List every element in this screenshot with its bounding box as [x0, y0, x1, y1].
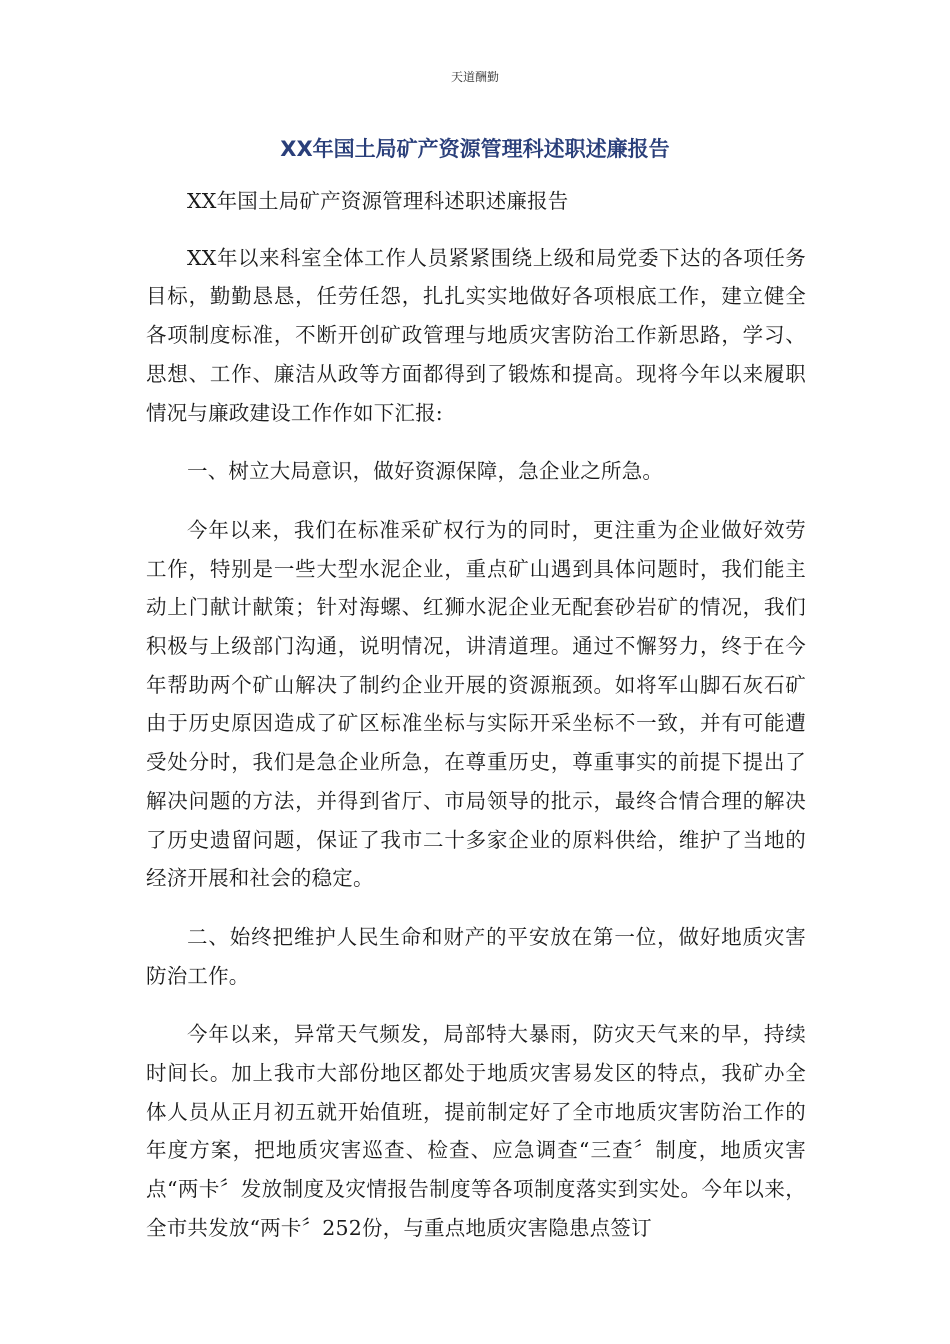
page-header: 天道酬勤	[450, 70, 499, 84]
paragraph-section-2: 今年以来，异常天气频发，局部特大暴雨，防灾天气来的早，持续时间长。加上我市大部份地区都处于地质灾害易发区的特点，我矿办全体人员从正月初五就开始值班，提前制定好了全市地质灾害防治工作的年度方案，把地质灾害巡查、检查、应急调查“三查〞制度，地质灾害点“两卡〞发放制度及灾情报告制度等各项制度落实到实处。今年以来，全市共发放“两卡〞252份，与重点地质灾害隐患点签订	[146, 1022, 806, 1240]
paragraph-subtitle: XX年国土局矿产资源管理科述职述廉报告	[187, 189, 569, 213]
paragraph-section-1: 今年以来，我们在标准采矿权行为的同时，更注重为企业做好效劳工作，特别是一些大型水泥企业，重点矿山遇到具体问题时，我们能主动上门献计献策；针对海螺、红狮水泥企业无配套砂岩矿的情况，我们积极与上级部门沟通，说明情况，讲清道理。通过不懈努力，终于在今年帮助两个矿山解决了制约企业开展的资源瓶颈。如将军山脚石灰石矿由于历史原因造成了矿区标准坐标与实际开采坐标不一致，并有可能遭受处分时，我们是急企业所急，在尊重历史，尊重事实的前提下提出了解决问题的方法，并得到省厅、市局领导的批示，最终合情合理的解决了历史遗留问题，保证了我市二十多家企业的原料供给，维护了当地的经济开展和社会的稳定。	[146, 517, 806, 891]
section-heading-1: 一、树立大局意识，做好资源保障，急企业之所急。	[187, 459, 664, 484]
document-body	[146, 182, 806, 1248]
section-heading-2: 二、始终把维护人民生命和财产的平安放在第一位，做好地质灾害防治工作。	[146, 924, 806, 988]
document-title: XX年国土局矿产资源管理科述职述廉报告	[280, 137, 670, 161]
paragraph-intro: XX年以来科室全体工作人员紧紧围绕上级和局党委下达的各项任务目标，勤勤恳恳，任劳任怨，扎扎实实地做好各项根底工作，建立健全各项制度标准，不断开创矿政管理与地质灾害防治工作新思路，学习、思想、工作、廉洁从政等方面都得到了锻炼和提高。现将今年以来履职情况与廉政建设工作作如下汇报:	[146, 245, 806, 425]
